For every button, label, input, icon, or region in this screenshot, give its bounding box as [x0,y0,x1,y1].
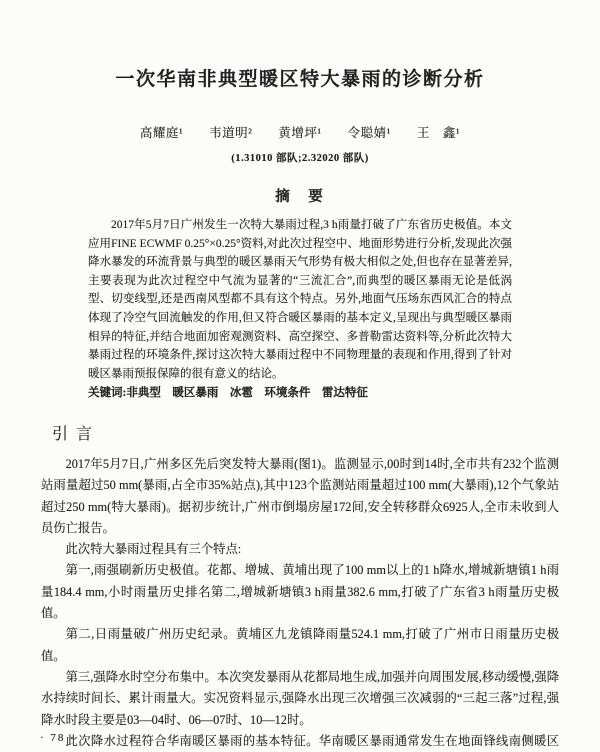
page-number: · 78 · [40,732,76,744]
keywords-line [88,384,512,403]
authors-line: 高耀庭¹ 韦道明² 黄增坪¹ 令聪婧¹ 王 鑫¹ [139,126,461,140]
abstract-body: 2017年5月7日广州发生一次特大暴雨过程,3 h雨量打破了广东省历史极值。本文应用FINE ECWMF 0.25°×0.25°资料,对此次过程空中、地面形势进行分析,发现此次强降水暴发的环流背景与典型的暖区暴雨天气形势有极大相似之处,但也存在显著差异,主要表现为此次过程空中气流为显著的“三流汇合”,而典型的暖区暴雨无论是低涡型、切变线型,还是西南风型都不具有这个特点。另外,地面气压场东西风汇合的特点体现了冷空气回流触发的作用,但又符合暖区暴雨的基本定义,呈现出与典型暖区暴雨相异的特征,并结合地面加密观测资料、高空探空、多普勒雷达资料等,分析此次特大暴雨过程的环境条件,探讨这次特大暴雨过程中不同物理量的表现和作用,得到了针对暖区暴雨预报保障的很有意义的结论。 [88,219,512,380]
intro-paragraph: 此次特大暴雨过程具有三个特点: [65,542,242,557]
keywords-label: 关键词: [88,387,127,400]
intro-paragraph: 第二,日雨量破广州历史纪录。黄埔区九龙镇降雨量524.1 mm,打破了广州市日雨量历史极值。 [41,627,559,663]
intro-paragraph: 第三,强降水时空分布集中。本次突发暴雨从花都局地生成,加强并向周围发展,移动缓慢,强降水持续时间长、累计雨量大。实况资料显示,强降水出现三次增强三次减弱的“三起三落”过程,强降水时段主要是03—04时、06—07时、10—12时。 [41,669,559,727]
page-title: 一次华南非典型暖区特大暴雨的诊断分析 [115,69,485,90]
intro-paragraph: 2017年5月7日,广州多区先后突发特大暴雨(图1)。监测显示,00时到14时,全市共有232个监测站雨量超过50 mm(暴雨,占全市35%站点),其中123个监测站雨量超过100 mm(大暴雨),12个气象站超过250 mm(特大暴雨)。据初步统计,广州市倒塌房屋172间,安全转移群众6925人,全市未收到人员伤亡报告。 [41,456,559,535]
intro-paragraph: 此次降水过程符合华南暖区暴雨的基本特征。华南暖区暴雨通常发生在地面锋线南侧暖区 [65,733,559,748]
affiliation-line: (1.31010 部队;2.32020 部队) [231,153,369,164]
intro-body [41,454,559,752]
intro-heading: 引 言 [52,425,95,443]
keywords-text: 非典型 暖区暴雨 冰雹 环境条件 雷达特征 [126,387,368,400]
intro-paragraph: 第一,雨强刷新历史极值。花都、增城、黄埔出现了100 mm以上的1 h降水,增城新塘镇1 h雨量184.4 mm,小时雨量历史排名第二,增城新塘镇3 h雨量382.6 mm,打破了广东省3 h雨量历史极值。 [41,563,559,621]
abstract-heading: 摘 要 [275,189,325,205]
